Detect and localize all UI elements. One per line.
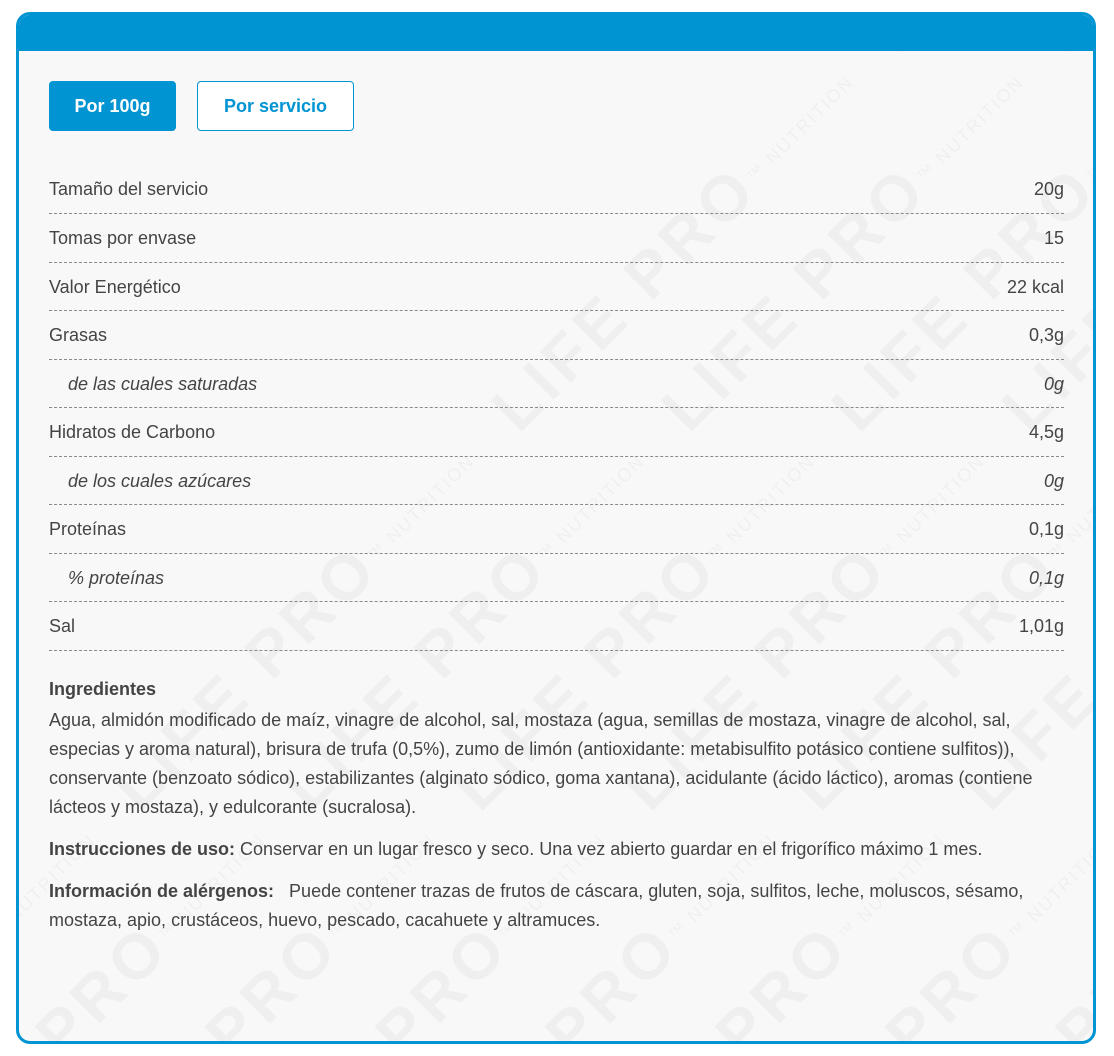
- card-header-bar: [19, 15, 1093, 51]
- table-row-sub: [49, 554, 1064, 603]
- watermark-row: [1079, 51, 1093, 1041]
- row-value: 15: [1043, 228, 1064, 249]
- row-label: % proteínas: [68, 567, 165, 588]
- allergen-info: [49, 877, 1064, 935]
- table-row: [49, 602, 1064, 651]
- ingredients-text: Agua, almidón modificado de maíz, vinagre de alcohol, sal, mostaza (agua, semillas de mostaza, vinagre de alcohol, sal, especias y aroma natural), brisura de trufa (0,5%), zumo de limón (antioxidante: metabisulfito potásico contiene sulfitos)), conservante (benzoato sódico), estabilizantes (alginato sódico, goma xantana), acidulante (ácido láctico), aromas (contiene lácteos y mostaza), y edulcorante (sucralosa).: [49, 709, 1033, 817]
- usage-instructions: [49, 835, 1064, 864]
- table-row-sub: [49, 457, 1064, 506]
- ingredients-section: [49, 675, 1064, 822]
- per-100g-button[interactable]: Por 100g: [49, 81, 176, 131]
- row-label: Proteínas: [49, 519, 127, 540]
- table-row: [49, 214, 1064, 263]
- table-row: [49, 164, 1064, 214]
- card-content: [49, 81, 1064, 935]
- row-value: 0g: [1043, 470, 1064, 491]
- per-serving-button[interactable]: Por servicio: [197, 81, 354, 131]
- table-row: [49, 311, 1064, 360]
- allergen-info-text: Puede contener trazas de frutos de cáscara, gluten, soja, sulfitos, leche, moluscos, sésamo, mostaza, apio, crustáceos, huevo, pescado, cacahuete y altramuces.: [49, 880, 1029, 930]
- table-row: [49, 505, 1064, 554]
- nutrition-card: [16, 12, 1096, 1044]
- row-value: 0,3g: [1028, 325, 1064, 346]
- row-label: Grasas: [49, 325, 108, 346]
- row-label: Hidratos de Carbono: [49, 422, 216, 443]
- row-value: 0g: [1043, 373, 1064, 394]
- usage-instructions-text: Conservar en un lugar fresco y seco. Una vez abierto guardar en el frigorífico máximo 1 mes.: [235, 838, 983, 859]
- row-label: Tomas por envase: [49, 228, 197, 249]
- row-value: 4,5g: [1028, 422, 1064, 443]
- nutrition-table: [49, 164, 1064, 651]
- row-label: Sal: [49, 616, 76, 637]
- row-label: de las cuales saturadas: [68, 373, 258, 394]
- row-value: 0,1g: [1028, 567, 1064, 588]
- allergen-info-label: Información de alérgenos:: [49, 880, 275, 901]
- table-row-sub: [49, 360, 1064, 409]
- unit-toggle-group: [49, 81, 1064, 131]
- table-row: [49, 408, 1064, 457]
- row-value: 20g: [1033, 179, 1064, 199]
- ingredients-title: Ingredientes: [49, 678, 157, 699]
- row-value: 1,01g: [1018, 616, 1064, 637]
- row-value: 22 kcal: [1006, 276, 1064, 297]
- usage-instructions-label: Instrucciones de uso:: [49, 838, 236, 859]
- row-label: Valor Energético: [49, 276, 181, 297]
- row-label: Tamaño del servicio: [49, 179, 209, 199]
- row-value: 0,1g: [1028, 519, 1064, 540]
- row-label: de los cuales azúcares: [68, 470, 252, 491]
- table-row: [49, 263, 1064, 312]
